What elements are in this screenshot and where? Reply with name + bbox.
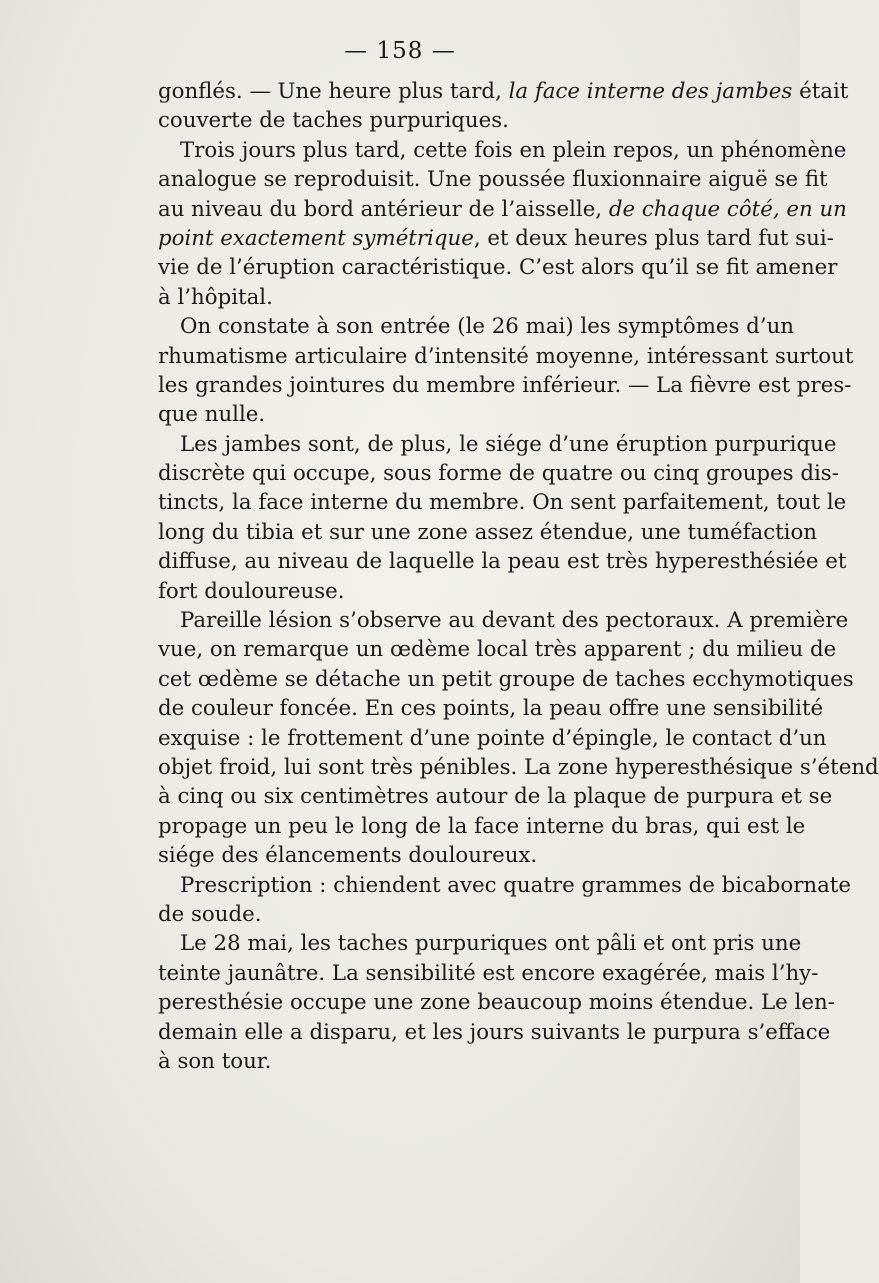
text-run: cet œdème se détache un petit groupe de taches ecchymotiques bbox=[158, 666, 854, 692]
text-run: teinte jaunâtre. La sensibilité est encore exagérée, mais l’hy- bbox=[158, 960, 819, 986]
text-line bbox=[158, 577, 760, 606]
text-run: gonflés. — Une heure plus tard, bbox=[158, 79, 509, 104]
text-run: couverte de taches purpuriques. bbox=[158, 108, 509, 134]
text-line bbox=[158, 694, 824, 723]
text-line bbox=[158, 518, 818, 547]
paragraph bbox=[158, 606, 879, 871]
text-run: demain elle a disparu, et les jours suivants le purpura s’efface bbox=[158, 1019, 831, 1045]
text-line bbox=[158, 871, 851, 900]
text-run: au niveau du bord antérieur de l’aisselle, bbox=[158, 196, 609, 222]
text-run: , et deux heures plus tard fut sui- bbox=[473, 225, 834, 251]
text-line bbox=[158, 1047, 760, 1076]
text-run: siége des élancements douloureux. bbox=[158, 843, 538, 869]
text-line bbox=[158, 665, 854, 694]
paragraph bbox=[158, 77, 849, 136]
text-line bbox=[158, 841, 760, 870]
text-line bbox=[158, 1018, 831, 1047]
text-run: analogue se reproduisit. Une poussée fluxionnaire aiguë se fit bbox=[158, 167, 828, 193]
text-line bbox=[158, 371, 852, 400]
text-line bbox=[158, 283, 760, 312]
text-line bbox=[158, 136, 847, 165]
text-run: à son tour. bbox=[158, 1048, 272, 1074]
text-run: rhumatisme articulaire d’intensité moyenne, intéressant surtout bbox=[158, 343, 854, 369]
text-run: diffuse, au niveau de laquelle la peau est très hyperesthésiée et bbox=[158, 549, 847, 575]
text-run: de couleur foncée. En ces points, la peau offre une sensibilité bbox=[158, 696, 824, 722]
text-run: peresthésie occupe une zone beaucoup moins étendue. Le len- bbox=[158, 990, 835, 1016]
text-run: était bbox=[792, 79, 849, 104]
page-number: — 158 — bbox=[344, 38, 456, 64]
text-run: les grandes jointures du membre inférieur. — La fièvre est pres- bbox=[158, 372, 852, 398]
text-line bbox=[158, 224, 834, 253]
text-line bbox=[158, 195, 847, 224]
text-line bbox=[158, 959, 819, 988]
paragraph bbox=[158, 312, 854, 430]
text-line bbox=[158, 547, 847, 576]
text-line bbox=[158, 430, 837, 459]
text-line bbox=[158, 488, 847, 517]
text-run: fort douloureuse. bbox=[158, 578, 345, 604]
text-line bbox=[158, 929, 802, 958]
text-line bbox=[158, 106, 760, 135]
text-run: discrète qui occupe, sous forme de quatre ou cinq groupes dis- bbox=[158, 461, 839, 487]
text-line bbox=[158, 988, 835, 1017]
text-run: vie de l’éruption caractéristique. C’est alors qu’il se fit amener bbox=[158, 255, 838, 281]
text-line bbox=[158, 900, 760, 929]
text-line bbox=[158, 753, 879, 782]
text-run: Pareille lésion s’observe au devant des pectoraux. A première bbox=[180, 608, 849, 634]
text-run: à cinq ou six centimètres autour de la plaque de purpura et se bbox=[158, 784, 833, 810]
text-line bbox=[158, 606, 849, 635]
text-run: On constate à son entrée (le 26 mai) les symptômes d’un bbox=[180, 314, 795, 340]
italic-text: de chaque côté, en un bbox=[608, 196, 847, 222]
text-line bbox=[158, 782, 833, 811]
text-line bbox=[158, 459, 839, 488]
italic-text: la face interne des jambes bbox=[508, 79, 793, 104]
text-line bbox=[158, 253, 838, 282]
text-line bbox=[158, 724, 827, 753]
text-run: que nulle. bbox=[158, 402, 266, 428]
text-run: à l’hôpital. bbox=[158, 284, 273, 310]
text-line bbox=[158, 342, 854, 371]
text-run: Prescription : chiendent avec quatre grammes de bicabornate bbox=[180, 872, 851, 898]
paragraph bbox=[158, 136, 847, 312]
text-run: tincts, la face interne du membre. On sent parfaitement, tout le bbox=[158, 490, 847, 516]
text-line bbox=[158, 165, 828, 194]
text-run: exquise : le frottement d’une pointe d’épingle, le contact d’un bbox=[158, 725, 827, 751]
text-run: propage un peu le long de la face interne du bras, qui est le bbox=[158, 813, 806, 839]
paragraph bbox=[158, 430, 847, 606]
paragraph bbox=[158, 929, 835, 1076]
text-line bbox=[158, 812, 806, 841]
paragraph bbox=[158, 871, 851, 930]
text-run: Trois jours plus tard, cette fois en plein repos, un phénomène bbox=[180, 137, 847, 163]
text-run: vue, on remarque un œdème local très apparent ; du milieu de bbox=[158, 637, 837, 663]
text-run: de soude. bbox=[158, 901, 262, 927]
body-text bbox=[158, 77, 879, 1076]
italic-text: point exactement symétrique bbox=[158, 225, 474, 251]
text-line bbox=[158, 635, 837, 664]
text-run: long du tibia et sur une zone assez étendue, une tuméfaction bbox=[158, 519, 818, 545]
text-run: Le 28 mai, les taches purpuriques ont pâli et ont pris une bbox=[180, 931, 802, 957]
text-line bbox=[158, 77, 849, 106]
text-line bbox=[158, 400, 760, 429]
text-run: objet froid, lui sont très pénibles. La zone hyperesthésique s’étend bbox=[158, 754, 879, 780]
text-run: Les jambes sont, de plus, le siége d’une éruption purpurique bbox=[180, 431, 837, 457]
text-line bbox=[158, 312, 795, 341]
